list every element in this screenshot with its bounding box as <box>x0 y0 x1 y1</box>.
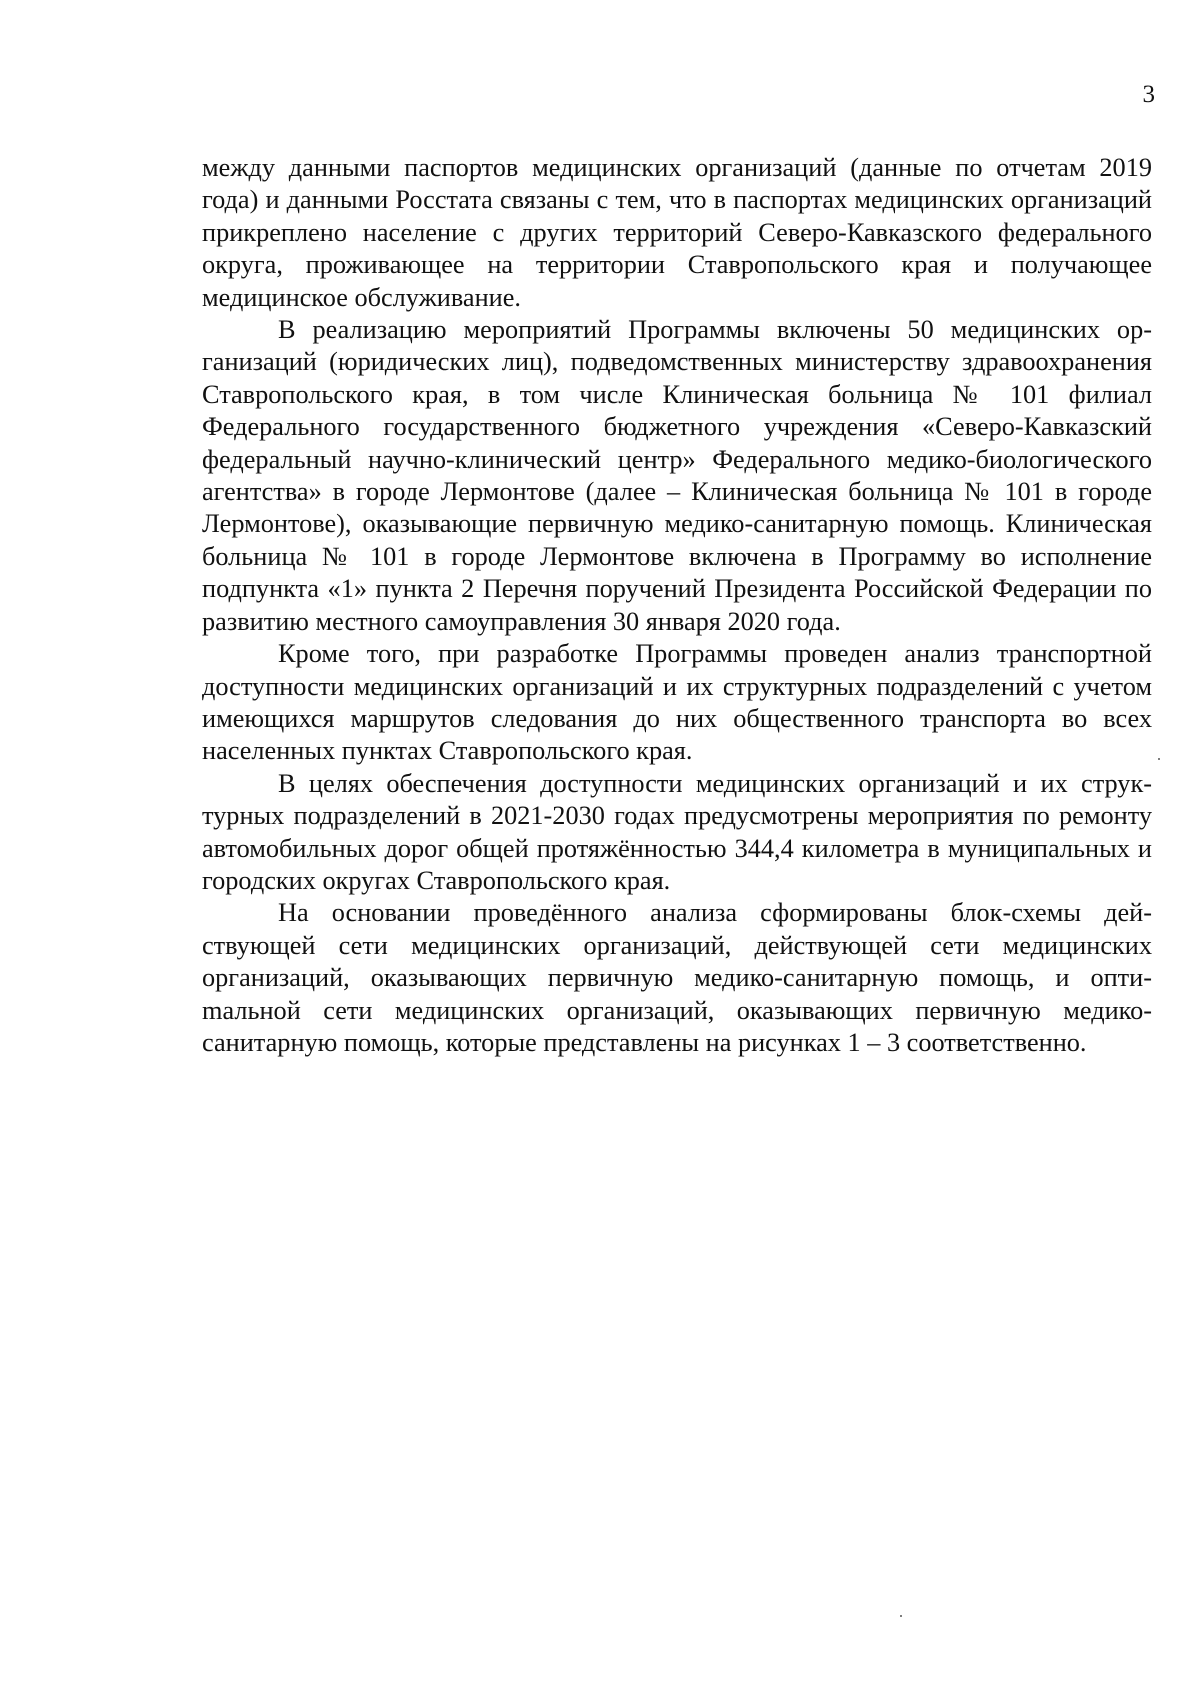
page-number: 3 <box>1142 81 1155 108</box>
paragraph-program-organizations: В реализацию мероприятий Программы включены 50 медицинских организаций (юридических лиц), подведомственных министерству здравоохранения Ставропольского края, в том числе Клиническая больница № 101 филиал Федерального государственного бюджетного учреждения «Северо-Кавказский федеральный научно-клинический центр» Федерального медико-биологического агентства» в городе Лермонтове (далее – Клиническая больница № 101 в городе Лермонтове), оказывающие первичную медико-санитарную помощь. Клиническая больница № 101 в городе Лермонтове включена в Программу во исполнение подпункта «1» пункта 2 Перечня поручений Президента Российской Федерации по развитию местного самоуправления 30 января 2020 года. <box>202 315 1152 636</box>
paragraph-transport-analysis: Кроме того, при разработке Программы проведен анализ транспортной доступности медицинских организаций и их структурных подразделений с учетом имеющихся маршрутов следования до них общественного транспорта во всех населенных пунктах Ставропольского края. <box>202 639 1152 766</box>
scan-speck <box>900 1615 902 1617</box>
paragraph-population-note: между данными паспортов медицинских организаций (данные по отчетам 2019 года) и данными Росстата связаны с тем, что в паспортах медицинских организаций прикреплено население с других территорий Северо-Кавказского федерального округа, проживающее на территории Ставропольского края и получающее медицинское обслуживание. <box>202 153 1152 312</box>
scan-speck <box>1158 758 1160 760</box>
paragraph-block-schemes: На основании проведённого анализа сформированы блок-схемы действующей сети медицинских организаций, действующей сети медицинских организаций, оказывающих первичную медико-санитарную помощь, и оптиmальной сети медицинских организаций, оказывающих первичную медико-санитарную помощь, которые представлены на рисунках 1 – 3 соответственно. <box>202 898 1152 1057</box>
document-body <box>202 152 1152 1059</box>
paragraph-road-repair: В целях обеспечения доступности медицинских организаций и их структурных подразделений в 2021-2030 годах предусмотрены мероприятия по ремонту автомобильных дорог общей протяжённостью 344,4 километра в муниципальных и городских округах Ставропольского края. <box>202 768 1152 895</box>
